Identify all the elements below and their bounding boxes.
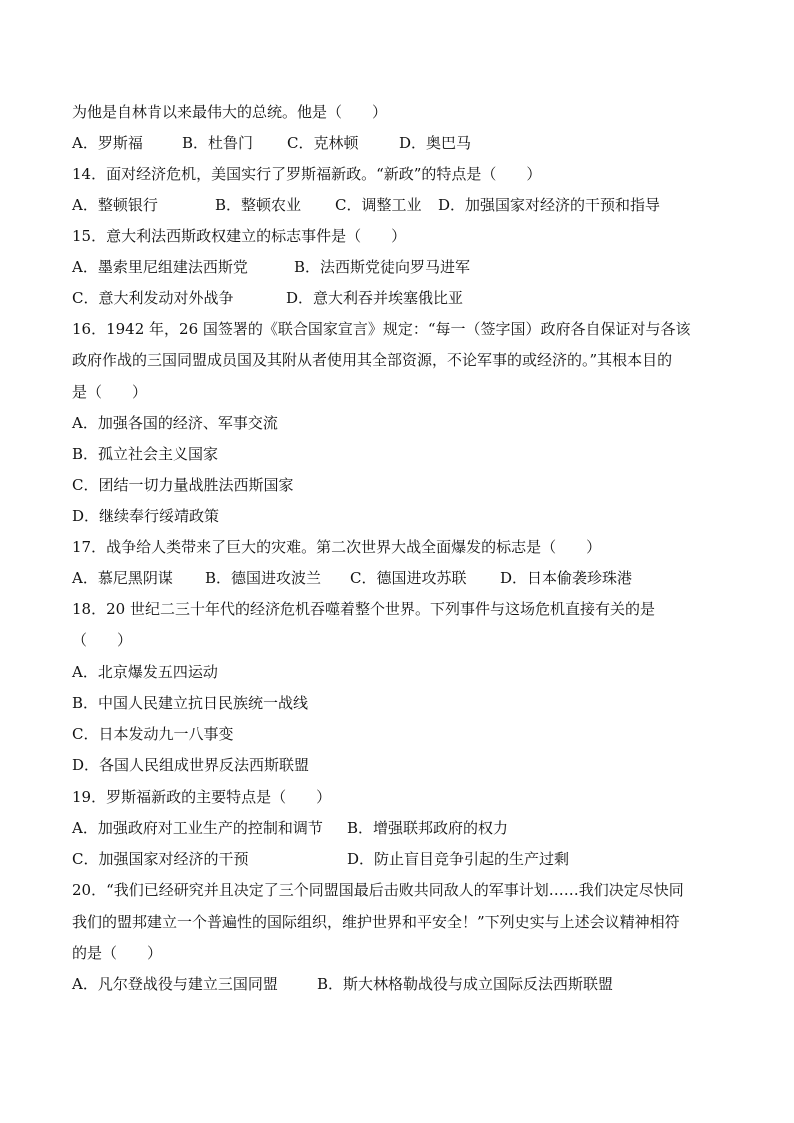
q15-option-a[interactable]: A．墨索里尼组建法西斯党 [72,258,248,276]
q20-option-b[interactable]: B．斯大林格勒战役与成立国际反法西斯联盟 [317,975,614,993]
q16-option-a[interactable]: A．加强各国的经济、军事交流 [72,414,278,432]
q18-option-c[interactable]: C．日本发动九一八事变 [72,725,234,743]
q17-option-c[interactable]: C．德国进攻苏联 [350,569,467,587]
q16-option-b[interactable]: B．孤立社会主义国家 [72,445,219,463]
q13-option-c[interactable]: C．克林顿 [287,134,359,152]
q20-stem-line3: 的是（ ） [72,944,163,962]
q16-stem-line3: 是（ ） [72,383,148,401]
q17-option-b[interactable]: B．德国进攻波兰 [205,569,322,587]
q14-option-d[interactable]: D．加强国家对经济的干预和指导 [438,196,661,214]
q17-stem: 17．战争给人类带来了巨大的灾难。第二次世界大战全面爆发的标志是（ ） [72,538,602,556]
q18-option-a[interactable]: A．北京爆发五四运动 [72,663,218,681]
q16-option-c[interactable]: C．团结一切力量战胜法西斯国家 [72,476,294,494]
q13-option-a[interactable]: A．罗斯福 [72,134,143,152]
q18-stem-line2: （ ） [72,631,133,649]
q13-option-b[interactable]: B．杜鲁门 [182,134,254,152]
q16-stem-line1: 16．1942 年，26 国签署的《联合国家宣言》规定：“每一（签字国）政府各自保证对与各该 [72,320,691,338]
q14-option-b[interactable]: B．整顿农业 [215,196,302,214]
q19-option-a[interactable]: A．加强政府对工业生产的控制和调节 [72,819,323,837]
q18-option-d[interactable]: D．各国人民组成世界反法西斯联盟 [72,756,310,774]
q18-option-b[interactable]: B．中国人民建立抗日民族统一战线 [72,694,309,712]
q13-option-d[interactable]: D．奥巴马 [399,134,472,152]
q20-options [72,975,614,1047]
q19-option-d[interactable]: D．防止盲目竞争引起的生产过剩 [347,850,570,868]
q19-option-b[interactable]: B．增强联邦政府的权力 [347,819,509,837]
q20-option-a[interactable]: A．凡尔登战役与建立三国同盟 [72,975,278,993]
q17-option-a[interactable]: A．慕尼黑阴谋 [72,569,173,587]
q13-stem-tail: 为他是自林肯以来最伟大的总统。他是（ ） [72,103,388,121]
q14-stem: 14．面对经济危机，美国实行了罗斯福新政。“新政”的特点是（ ） [72,165,542,183]
q18-stem-line1: 18．20 世纪二三十年代的经济危机吞噬着整个世界。下列事件与这场危机直接有关的是 [72,600,655,618]
q15-option-c[interactable]: C．意大利发动对外战争 [72,289,234,307]
q20-stem-line2: 我们的盟邦建立一个普遍性的国际组织，维护世界和平安全！”下列史实与上述会议精神相符 [72,913,680,931]
q15-option-d[interactable]: D．意大利吞并埃塞俄比亚 [286,289,464,307]
q19-stem: 19．罗斯福新政的主要特点是（ ） [72,788,332,806]
q20-stem-line1: 20．“我们已经研究并且决定了三个同盟国最后击败共同敌人的军事计划……我们决定尽快同 [72,881,684,899]
q15-option-b[interactable]: B．法西斯党徒向罗马进军 [294,258,471,276]
q19-option-c[interactable]: C．加强国家对经济的干预 [72,850,249,868]
q16-option-d[interactable]: D．继续奉行绥靖政策 [72,507,220,525]
q17-option-d[interactable]: D．日本偷袭珍珠港 [500,569,633,587]
q15-stem: 15．意大利法西斯政权建立的标志事件是（ ） [72,227,407,245]
q14-option-c[interactable]: C．调整工业 [335,196,422,214]
q16-stem-line2: 政府作战的三国同盟成员国及其附从者使用其全部资源，不论军事的或经济的。”其根本目的 [72,351,673,369]
q14-option-a[interactable]: A．整顿银行 [72,196,158,214]
